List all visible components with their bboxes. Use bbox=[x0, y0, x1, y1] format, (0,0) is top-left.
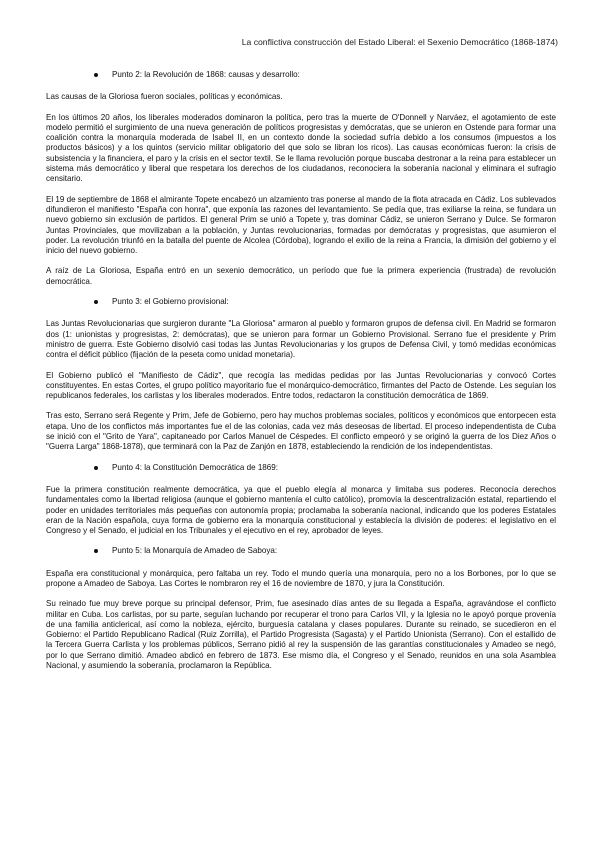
section-heading-punto-3 bbox=[46, 297, 556, 307]
paragraph: El 19 de septiembre de 1868 el almirante Topete encabezó un alzamiento tras ponerse al mando de la flota atracada en Cádiz. Los sublevados difundieron el manifiesto "España con honra", que exponía las razones del levantamiento. Se pedía que, tras exiliarse la reina, se fundara un nuevo gobierno sin exclusión de partidos. El general Prim se unió a Topete y, tras dominar Cádiz, se unieron Serrano y Dulce. Se formaron Juntas Provinciales, que movilizaban a la población, y Juntas revolucionarias, formadas por demócratas y progresistas, que asumieron el poder. La revolución triunfó en la batalla del puente de Alcolea (Córdoba), logrando el exilio de la reina a Francia, la dimisión del gobierno y el inicio del nuevo gobierno. bbox=[46, 194, 556, 256]
bullet-dot-icon bbox=[94, 73, 98, 77]
section-heading-text: Punto 4: la Constitución Democrática de 1869: bbox=[112, 462, 278, 472]
paragraph: Las causas de la Gloriosa fueron sociales, políticas y económicas. bbox=[46, 92, 283, 102]
section-heading-text: Punto 2: la Revolución de 1868: causas y desarrollo: bbox=[112, 70, 300, 79]
paragraph: El Gobierno publicó el "Manifiesto de Cádiz", que recogía las medidas pedidas por las Juntas Revolucionarias y convocó Cortes constituyentes. En estas Cortes, el grupo político mayoritario fue el monárquico-democrático, firmantes del Pacto de Ostende. Les seguían los republicanos federales, los carlistas y los liberales moderados. Entre todos, redactaron la constitución democrática de 1869. bbox=[46, 370, 556, 401]
paragraph: Fue la primera constitución realmente democrática, ya que el pueblo elegía al monarca y limitaba sus poderes. Reconocía derechos fundamentales como la libertad religiosa (aunque el gobierno mantenía el culto católico), promovía la descentralización estatal, repartiendo el poder en unidades territoriales más pequeñas con autonomía propia; proclamaba la soberanía nacional, indicando que los poderes Estatales eran de la Nación española, cuya forma de gobierno era la monarquía constitucional y establecía la división de poderes: el legislativo en el Congreso y el Senado, el judicial en los Tribunales y el ejecutivo en el rey, aprobador de leyes. bbox=[46, 484, 556, 536]
section-heading-text: Punto 3: el Gobierno provisional: bbox=[112, 297, 229, 307]
paragraph: Tras esto, Serrano será Regente y Prim, Jefe de Gobierno, pero hay muchos problemas sociales, políticos y económicos que entorpecen esta etapa. Uno de los conflictos más importantes fue el de las colonias, cada vez más deseosas de libertad. El proceso independentista de Cuba se inició con el "Grito de Yara", capitaneado por Carlos Manuel de Céspedes. El conflicto empeoró y se originó la guerra de los Diez Años o "Guerra Larga" 1868-1878), que terminará con la Paz de Zanjón en 1878, estableciendo la rendición de los independentistas. bbox=[46, 411, 556, 452]
paragraph: España era constitucional y monárquica, pero faltaba un rey. Todo el mundo quería una monarquía, pero no a los Borbones, por lo que se propone a Amadeo de Saboya. Las Cortes le nombraron rey el 16 de noviembre de 1870, y jura la Constitución. bbox=[46, 568, 556, 588]
section-heading-text: Punto 5: la Monarquía de Amadeo de Saboya: bbox=[112, 546, 278, 556]
paragraph: Las Juntas Revolucionarias que surgieron durante "La Gloriosa" armaron al pueblo y formaron grupos de defensa civil. En Madrid se formaron dos (1: unionistas y progresistas, 2: demócratas), que se unieron para formar un Gobierno Provisional. Serrano fue el presidente y Prim ministro de guerra. Este Gobierno disolvió casi todas las Juntas Revolucionarias y los grupos de Defensa Civil, y tomó medidas económicas contra el déficit público (fijación de la peseta como unidad monetaria). bbox=[46, 319, 556, 360]
section-heading-punto-4 bbox=[46, 463, 556, 473]
paragraph: Su reinado fue muy breve porque su principal defensor, Prim, fue asesinado días antes de su llegada a España, agravándose el conflicto militar en Cuba. Los carlistas, por su parte, seguían luchando por recuperar el trono para Carlos VII, y la Iglesia no le apoyó porque provenía de una familia anticlerical, así como la nobleza, ejército, burguesía catalana y clases populares. Durante su reinado, se sucedieron en el Gobierno: el Partido Republicano Radical (Ruiz Zorrilla), el Partido Progresista (Sagasta) y el Partido Unionista (Serrano). Con el estallido de la Tercera Guerra Carlista y los problemas públicos, Serrano pidió al rey la suspensión de las garantías constitucionales y Amadeo se negó, por lo que Serrano dimitió. Amadeo abdicó en febrero de 1873. Ese mismo día, el Congreso y el Senado, reunidos en una sola Asamblea Nacional, y asumiendo la soberanía, proclamaron la República. bbox=[46, 599, 556, 671]
running-header: La conflictiva construcción del Estado Liberal: el Sexenio Democrático (1868-1874) bbox=[241, 37, 558, 47]
document-body bbox=[46, 70, 556, 681]
section-heading-punto-5 bbox=[46, 546, 556, 556]
paragraph: A raíz de La Gloriosa, España entró en un sexenio democrático, un período que fue la primera experiencia (frustrada) de revolución democrática. bbox=[46, 266, 556, 286]
paragraph: En los últimos 20 años, los liberales moderados dominaron la política, pero tras la muerte de O'Donnell y Narváez, el agotamiento de este modelo permitió el surgimiento de una nueva generación de políticos progresistas y demócratas, que se unieron en Ostende para formar una coalición contra la monarquía moderada de Isabel II, en un contexto donde la sociedad sufría debido a los consumos (impuestos a los productos básicos) y a los quintos (servicio militar obligatorio del que solo se libran los ricos). Las causas económicas fueron: la crisis de subsistencia y la financiera, el paro y la crisis en el sector textil. Se le llama revolución porque buscaba destronar a la reina para establecer un sistema más democrático y liberal que respetara los derechos de los ciudadanos, reconociera la soberanía nacional y eliminara el sufragio censitario. bbox=[46, 112, 556, 184]
bullet-dot-icon bbox=[94, 549, 98, 553]
bullet-dot-icon bbox=[94, 300, 98, 304]
section-heading-punto-2 bbox=[46, 70, 556, 80]
bullet-dot-icon bbox=[94, 466, 98, 470]
